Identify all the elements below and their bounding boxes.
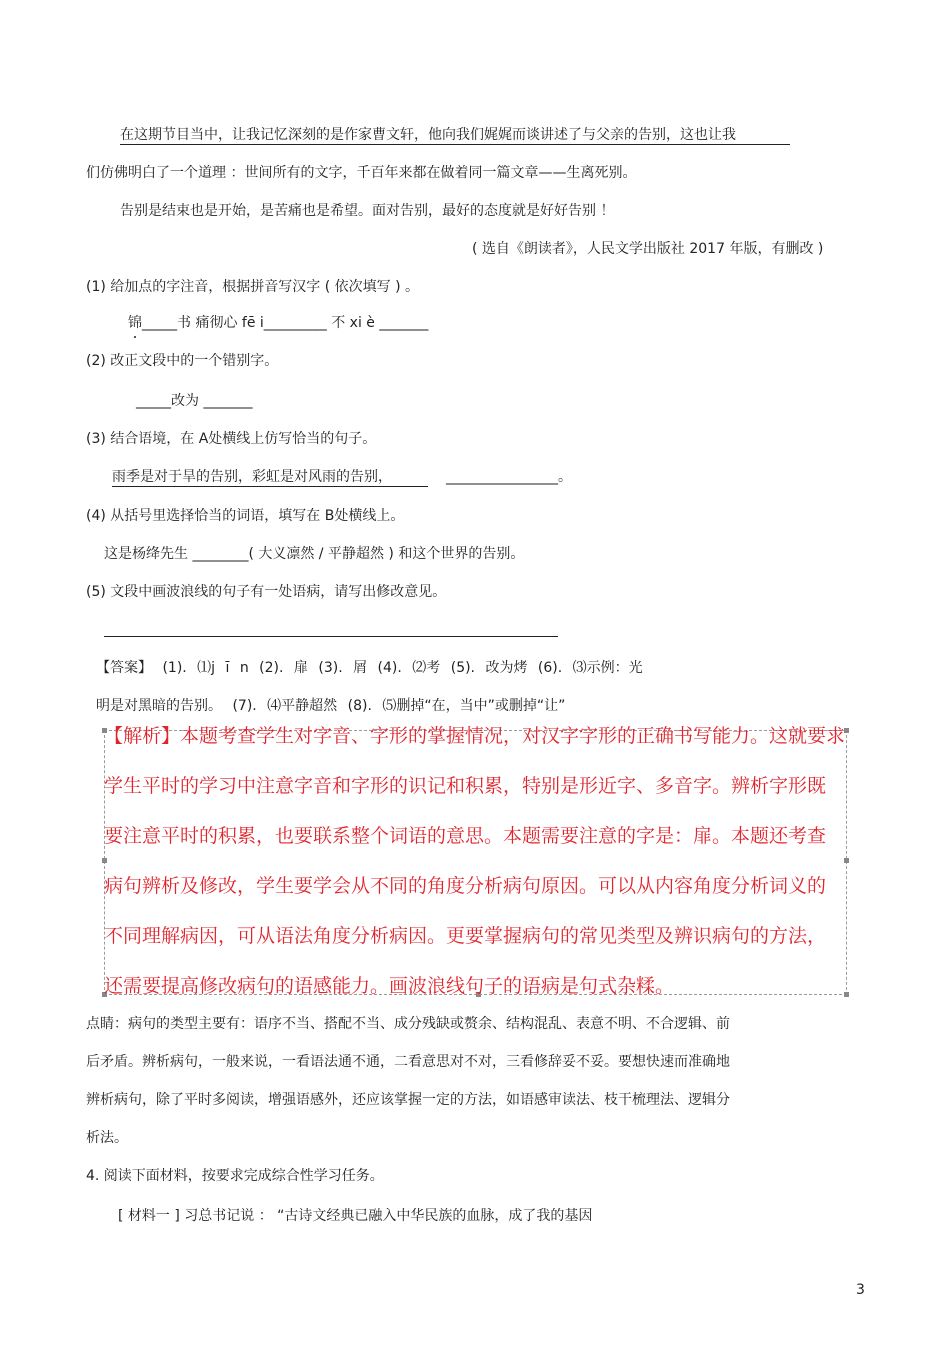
analysis-line: 病句辨析及修改，学生要学会从不同的角度分析病句原因。可以从内容角度分析词义的 — [104, 875, 827, 897]
question-4-text: 这是杨绛先生 ________( 大义凛然 / 平静超然 ) 和这个世界的告别。 — [104, 546, 525, 562]
task-4-title: 4. 阅读下面材料，按要求完成综合性学习任务。 — [86, 1168, 384, 1184]
question-1: (1) 给加点的字注音，根据拼音写汉字 ( 依次填写 ) 。 — [86, 279, 420, 295]
question-2-blank: _____改为 _______ — [136, 393, 253, 409]
answer-line-2: 明是对黑暗的告别。 (7). ⑷平静超然 (8). ⑸删掉“在，当中”或删掉“让” — [96, 698, 566, 714]
analysis-line: 不同理解病因，可从语法角度分析病因。更要掌握病句的常见类型及辨识病句的方法， — [104, 925, 827, 947]
passage-line-3: 告别是结束也是开始，是苦痛也是希望。面对告别，最好的态度就是好好告别 ！ — [120, 203, 615, 219]
question-3-blank: ________________。 — [446, 469, 572, 485]
analysis-line: 【解析】本题考查学生对字音、字形的掌握情况，对汉字字形的正确书写能力。这就要求 — [104, 725, 846, 747]
tips-line: 辨析病句，除了平时多阅读，增强语感外，还应该掌握一定的方法，如语感审读法、枝干梳理法、逻辑分 — [86, 1092, 730, 1108]
question-1-items: 锦_____书 痛彻心 fē i_________ 不 xi è _______ — [128, 315, 429, 331]
question-5: (5) 文段中画波浪线的句子有一处语病，请写出修改意见。 — [86, 584, 447, 600]
answer-line — [104, 636, 558, 637]
question-4: (4) 从括号里选择恰当的词语，填写在 B处横线上。 — [86, 508, 405, 524]
task-4-material: [ 材料一 ] 习总书记说 ： “古诗文经典已融入中华民族的血脉，成了我的基因 — [118, 1208, 593, 1224]
passage-line-2: 们仿佛明白了一个道理 ：世间所有的文字，千百年来都在做着同一篇文章——生离死别。 — [86, 165, 637, 181]
tips-line: 点睛：病句的类型主要有：语序不当、搭配不当、成分残缺或赘余、结构混乱、表意不明、不合逻辑、前 — [86, 1016, 730, 1032]
page-number: 3 — [856, 1282, 865, 1298]
question-2: (2) 改正文段中的一个错别字。 — [86, 353, 279, 369]
tips-line: 析法。 — [86, 1130, 128, 1146]
passage-line-1: 在这期节目当中，让我记忆深刻的是作家曹文轩，他向我们娓娓而谈讲述了与父亲的告别，这也让我 — [120, 126, 790, 145]
emphasis-dot — [134, 336, 136, 338]
analysis-line: 还需要提高修改病句的语感能力。画波浪线句子的语病是句式杂糅。 — [104, 975, 675, 997]
question-3-text: 雨季是对于旱的告别，彩虹是对风雨的告别， — [112, 468, 428, 487]
answer-line-1: 【答案】 (1). ⑴j ī n (2). 扉 (3). 屑 (4). ⑵考 (5). 改为烤 (6). ⑶示例：光 — [96, 660, 643, 676]
analysis-line: 要注意平时的积累，也要联系整个词语的意思。本题需要注意的字是：扉。本题还考查 — [104, 825, 827, 847]
question-3: (3) 结合语境，在 A处横线上仿写恰当的句子。 — [86, 431, 377, 447]
analysis-line: 学生平时的学习中注意字音和字形的识记和积累，特别是形近字、多音字。辨析字形既 — [104, 775, 827, 797]
passage-source: ( 选自《朗读者》，人民文学出版社 2017 年版，有删改 ) — [472, 241, 824, 257]
tips-line: 后矛盾。辨析病句，一般来说，一看语法通不通，二看意思对不对，三看修辞妥不妥。要想快速而准确地 — [86, 1054, 730, 1070]
